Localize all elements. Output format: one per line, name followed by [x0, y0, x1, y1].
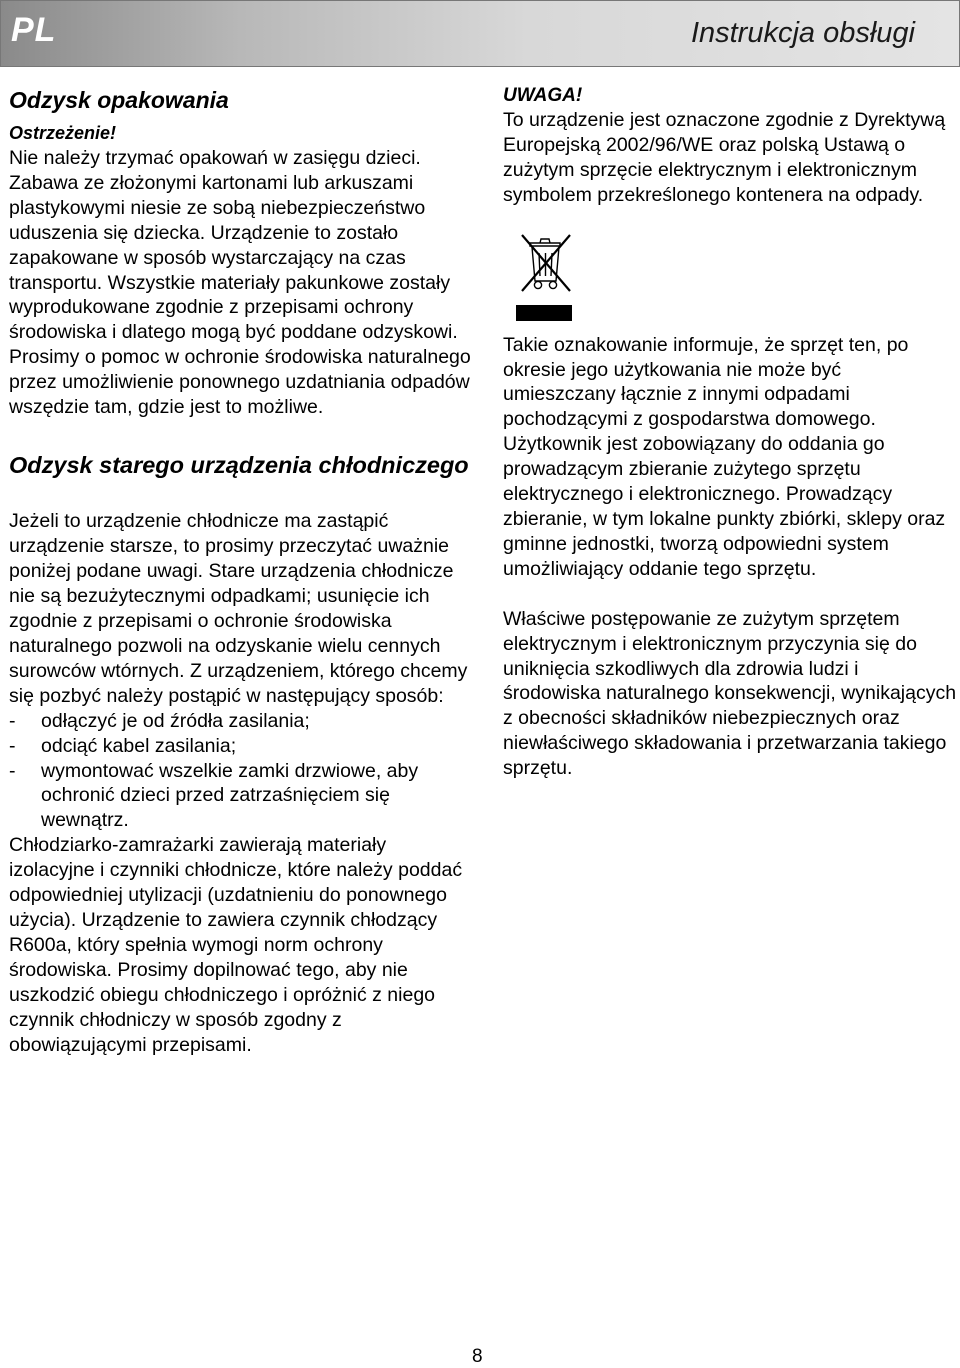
step-text: odłączyć je od źródła zasilania;	[41, 709, 310, 732]
section-title-old-appliance-recovery: Odzysk starego urządzenia chłodniczego	[9, 451, 469, 478]
step-text: wymontować wszelkie zamki drzwiowe, aby ochronić dzieci przed zatrzaśnięciem się wewnątrz.	[41, 759, 419, 832]
list-item	[9, 734, 474, 759]
step-text: odciąć kabel zasilania;	[41, 734, 237, 757]
bin-symbol-graphic	[516, 231, 576, 295]
old-appliance-intro-text: Jeżeli to urządzenie chłodnicze ma zastąpić urządzenie starsze, to prosimy przeczytać uważnie poniżej podane uwagi. Stare urządzenia chłodnicze nie są bezużytecznymi odpadkami; usunięcie ich zgodnie z przepisami o ochronie środowiska naturalnego pozwoli na odzyskanie wielu cennych surowców wtórnych. Z urządzeniem, którego chcemy się pozbyć należy postąpić w następujący sposób:	[9, 510, 468, 707]
section-title-packaging-recovery: Odzysk opakowania	[9, 87, 229, 113]
list-dash: -	[9, 709, 16, 732]
weee-directive-text: To urządzenie jest oznaczone zgodnie z Dyrektywą Europejską 2002/96/WE oraz polską Ustawą o zużytym sprzęcie elektrycznym i elektronicznym symbolem przekreślonego kontenera na odpady.	[503, 109, 946, 206]
crossed-out-wheelie-bin-icon	[516, 231, 576, 311]
language-code: PL	[11, 11, 57, 49]
weee-marking-explanation-text: Takie oznakowanie informuje, że sprzęt ten, po okresie jego użytkowania nie może być umieszczany łącznie z innymi odpadami pochodzącymi z gospodarstwa domowego. Użytkownik jest zobowiązany do oddania go prowadzącym zbieranie zużytego sprzętu elektrycznego i elektronicznego. Prowadzący zbieranie, w tym lokalne punkty zbiórki, sklepy oraz gminne jednostki, tworzą odpowiedni system umożliwiający oddanie tego sprzętu.	[503, 333, 946, 580]
document-title: Instrukcja obsługi	[690, 17, 915, 49]
list-item	[9, 759, 474, 834]
page-header	[0, 0, 960, 67]
notice-label: UWAGA!	[503, 85, 583, 106]
packaging-warning-text: Nie należy trzymać opakowań w zasięgu dzieci. Zabawa ze złożonymi kartonami lub arkuszami plastykowymi niesie ze sobą niebezpieczeństwo uduszenia się dziecka. Urządzenie to zostało zapakowane w sposób wystarczający na czas transportu. Wszystkie materiały pakunkowe zostały wyprodukowane zgodnie z przepisami ochrony środowiska i dlatego mogą być poddane odzyskowi. Prosimy o pomoc w ochronie środowiska naturalnego przez umożliwienie ponownego uzdatniania odpadów wszędzie tam, gdzie jest to możliwe.	[9, 147, 471, 419]
list-dash: -	[9, 734, 16, 757]
proper-disposal-text: Właściwe postępowanie ze zużytym sprzętem elektrycznym i elektronicznym przyczynia się do uniknięcia szkodliwych dla zdrowia ludzi i środowiska naturalnego konsekwencji, wynikających z obecności składników niebezpiecznych oraz niewłaściwego składowania i przetwarzania takiego sprzętu.	[503, 607, 957, 780]
bin-symbol-bar	[516, 305, 572, 321]
list-item	[9, 709, 474, 734]
refrigerant-info-text: Chłodziarko-zamrażarki zawierają materiały izolacyjne i czynniki chłodnicze, które należy poddać odpowiedniej utylizacji (uzdatnieniu do ponownego użycia). Urządzenie to zawiera czynnik chłodzący R600a, który spełnia wymogi norm ochrony środowiska. Prosimy dopilnować tego, aby nie uszkodzić obiegu chłodniczego i opróżnić z niego czynnik chłodniczy w sposób zgodny z obowiązującymi przepisami.	[9, 834, 463, 1056]
disposal-steps-list	[9, 709, 474, 834]
left-column	[9, 85, 474, 1057]
warning-label: Ostrzeżenie!	[9, 123, 117, 143]
right-column	[503, 84, 958, 781]
list-dash: -	[9, 759, 16, 782]
page-number: 8	[472, 1346, 483, 1367]
